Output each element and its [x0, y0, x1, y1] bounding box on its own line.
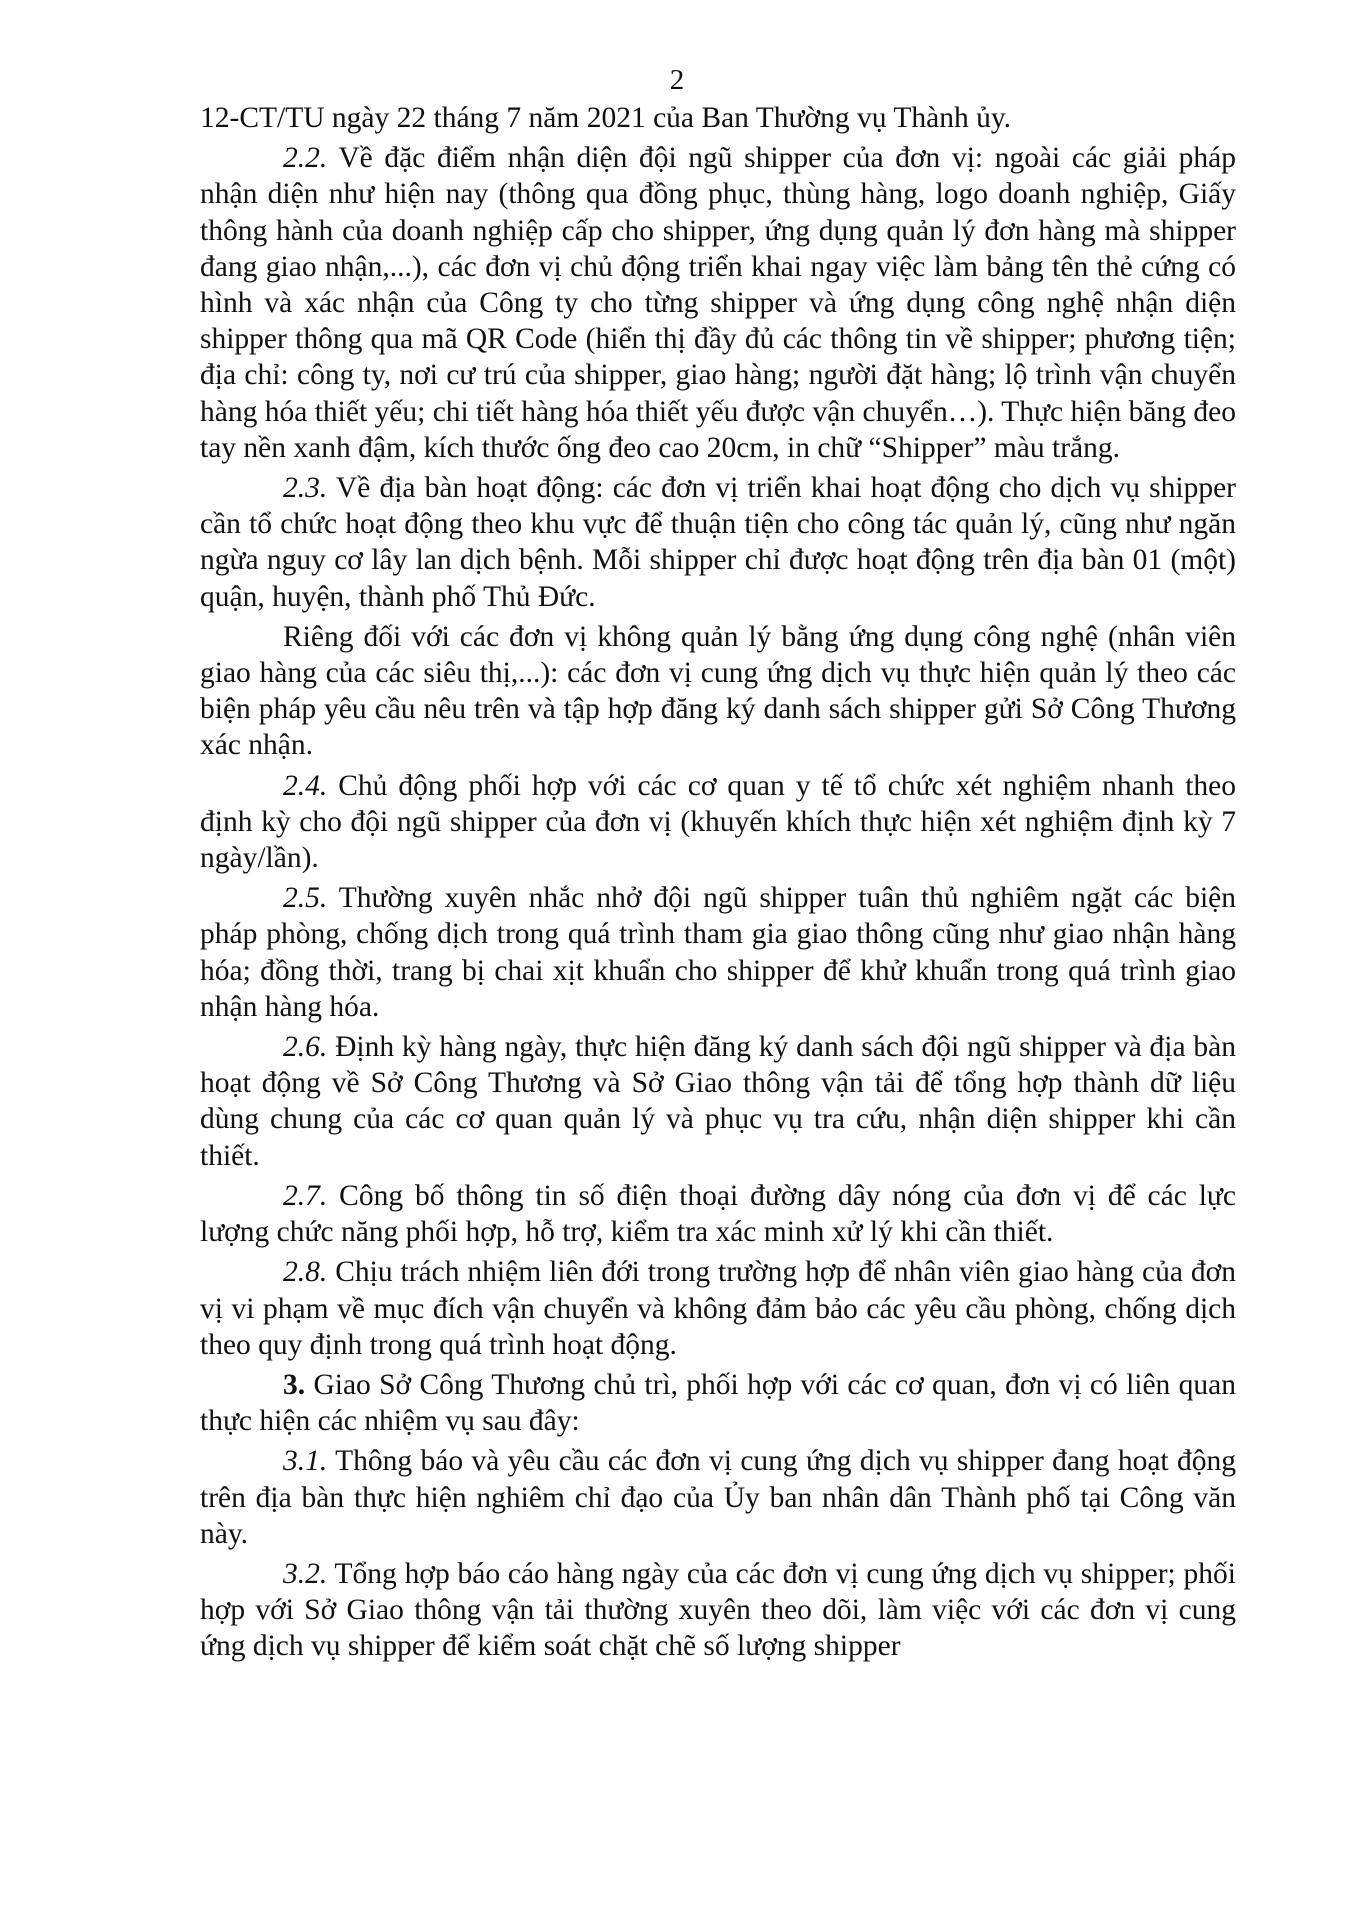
paragraph-number: 2.5.	[283, 882, 328, 915]
paragraph-number: 3.	[283, 1368, 306, 1401]
paragraph-text: Định kỳ hàng ngày, thực hiện đăng ký danh sách đội ngũ shipper và địa bàn hoạt động về Sở Công Thương và Sở Giao thông vận tải để tổng hợp thành dữ liệu dùng chung của các cơ quan quản lý và phục vụ tra cứu, nhận diện shipper khi cần thiết.	[200, 1031, 1236, 1172]
paragraph	[200, 1178, 1236, 1250]
paragraph	[200, 1367, 1236, 1439]
paragraph-text: Công bố thông tin số điện thoại đường dây nóng của đơn vị để các lực lượng chức năng phối hợp, hỗ trợ, kiểm tra xác minh xử lý khi cần thiết.	[200, 1179, 1236, 1249]
paragraph	[200, 140, 1236, 466]
page-number: 2	[669, 64, 685, 96]
paragraph-text: Chủ động phối hợp với các cơ quan y tế tổ chức xét nghiệm nhanh theo định kỳ cho đội ngũ shipper của đơn vị (khuyến khích thực hiện xét nghiệm định kỳ 7 ngày/lần).	[200, 769, 1237, 875]
paragraph-text: Riêng đối với các đơn vị không quản lý bằng ứng dụng công nghệ (nhân viên giao hàng của các siêu thị,...): các đơn vị cung ứng dịch vụ thực hiện quản lý theo các biện pháp yêu cầu nêu trên và tập hợp đăng ký danh sách shipper gửi Sở Công Thương xác nhận.	[200, 620, 1236, 762]
paragraph	[200, 1443, 1236, 1552]
paragraph-number: 2.4.	[283, 769, 328, 802]
paragraph	[200, 768, 1236, 877]
paragraph	[200, 619, 1236, 764]
paragraph-number: 2.3.	[283, 472, 328, 505]
paragraph-number: 2.2.	[283, 142, 328, 175]
paragraph	[200, 1029, 1236, 1174]
document-body	[200, 100, 1236, 1669]
paragraph-number: 2.8.	[283, 1256, 328, 1289]
paragraph-number: 3.1.	[283, 1445, 328, 1478]
paragraph	[200, 1556, 1236, 1665]
paragraph-number: 3.2.	[283, 1557, 328, 1590]
paragraph-text: Giao Sở Công Thương chủ trì, phối hợp với các cơ quan, đơn vị có liên quan thực hiện các nhiệm vụ sau đây:	[200, 1368, 1236, 1438]
paragraph-text: Tổng hợp báo cáo hàng ngày của các đơn vị cung ứng dịch vụ shipper; phối hợp với Sở Giao thông vận tải thường xuyên theo dõi, làm việc với các đơn vị cung ứng dịch vụ shipper để kiểm soát chặt chẽ số lượng shipper	[200, 1557, 1237, 1663]
paragraph-text: 12-CT/TU ngày 22 tháng 7 năm 2021 của Ban Thường vụ Thành ủy.	[200, 102, 1012, 134]
paragraph-number: 2.6.	[283, 1031, 328, 1064]
paragraph-text: Thường xuyên nhắc nhở đội ngũ shipper tuân thủ nghiêm ngặt các biện pháp phòng, chống dịch trong quá trình tham gia giao thông cũng như giao nhận hàng hóa; đồng thời, trang bị chai xịt khuẩn cho shipper để khử khuẩn trong quá trình giao nhận hàng hóa.	[200, 882, 1237, 1023]
paragraph-text: Thông báo và yêu cầu các đơn vị cung ứng dịch vụ shipper đang hoạt động trên địa bàn thực hiện nghiêm chỉ đạo của Ủy ban nhân dân Thành phố tại Công văn này.	[200, 1445, 1236, 1550]
paragraph	[200, 1254, 1236, 1363]
paragraph	[200, 470, 1236, 615]
paragraph-text: Về đặc điểm nhận diện đội ngũ shipper của đơn vị: ngoài các giải pháp nhận diện như hiện nay (thông qua đồng phục, thùng hàng, logo doanh nghiệp, Giấy thông hành của doanh nghiệp cấp cho shipper, ứng dụng quản lý đơn hàng mà shipper đang giao nhận,...), các đơn vị chủ động triển khai ngay việc làm bảng tên thẻ cứng có hình và xác nhận của Công ty cho từng shipper và ứng dụng công nghệ nhận diện shipper thông qua mã QR Code (hiển thị đầy đủ các thông tin về shipper; phương tiện; địa chỉ: công ty, nơi cư trú của shipper, giao hàng; người đặt hàng; lộ trình vận chuyển hàng hóa thiết yếu; chi tiết hàng hóa thiết yếu được vận chuyển…). Thực hiện băng đeo tay nền xanh đậm, kích thước ống đeo cao 20cm, in chữ “Shipper” màu trắng.	[200, 142, 1237, 464]
paragraph-number: 2.7.	[283, 1179, 328, 1212]
paragraph-text: Về địa bàn hoạt động: các đơn vị triển khai hoạt động cho dịch vụ shipper cần tổ chức hoạt động theo khu vực để thuận tiện cho công tác quản lý, cũng như ngăn ngừa nguy cơ lây lan dịch bệnh. Mỗi shipper chỉ được hoạt động trên địa bàn 01 (một) quận, huyện, thành phố Thủ Đức.	[200, 472, 1237, 613]
paragraph-text: Chịu trách nhiệm liên đới trong trường hợp để nhân viên giao hàng của đơn vị vi phạm về mục đích vận chuyển và không đảm bảo các yêu cầu phòng, chống dịch theo quy định trong quá trình hoạt động.	[200, 1256, 1236, 1361]
paragraph	[200, 100, 1236, 136]
paragraph	[200, 880, 1236, 1025]
